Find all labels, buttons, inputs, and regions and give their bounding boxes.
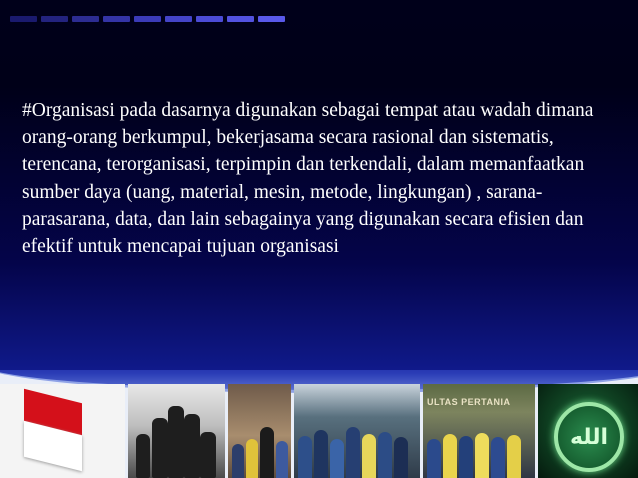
person-figure — [260, 427, 274, 478]
student-group-photo-1 — [228, 384, 291, 478]
person-figure — [298, 436, 312, 478]
person-figure — [443, 434, 457, 478]
student-group-photo-2 — [294, 384, 420, 478]
person-figure — [168, 406, 184, 478]
top-bar-segment — [41, 16, 68, 22]
person-figure — [427, 439, 441, 478]
person-figure — [459, 436, 473, 478]
person-figure — [314, 430, 328, 478]
slide-body-text: #Organisasi pada dasarnya digunakan sebagai tempat atau wadah dimana orang-orang berkumpul, bekerjasama secara rasional dan sistematis, terencana, terorganisasi, terpimpin dan terkendali, dalam memanfaatkan sumber daya (uang, material, mesin, metode, lingkungan) , sarana-parasarana, data, dan lain sebagainya yang digunakan secara efisien dan efektif untuk mencapai tujuan organisasi — [22, 100, 594, 258]
building-sign-text: ULTAS PERTANIA — [427, 397, 511, 407]
person-figure — [184, 414, 200, 478]
top-bar-segment — [196, 16, 223, 22]
photo-strip — [0, 370, 638, 478]
person-figure — [200, 432, 216, 478]
person-figure — [507, 435, 521, 478]
person-figure — [276, 441, 288, 478]
person-figure — [394, 437, 408, 478]
person-figure — [362, 434, 376, 478]
top-bar-segment — [103, 16, 130, 22]
person-figure — [330, 439, 344, 478]
top-bar-segment — [258, 16, 285, 22]
top-bar-segment — [10, 16, 37, 22]
indonesian-flag-photo — [0, 384, 125, 478]
people-group — [423, 422, 535, 478]
person-figure — [378, 432, 392, 478]
black-white-group-photo — [128, 384, 225, 478]
person-figure — [136, 434, 150, 478]
top-bar-segment — [165, 16, 192, 22]
people-group — [294, 422, 420, 478]
decorative-top-bars — [10, 16, 285, 22]
islamic-calligraphy-logo — [538, 384, 638, 478]
top-bar-segment — [72, 16, 99, 22]
calligraphy-emblem-icon: الله — [554, 402, 624, 472]
top-bar-segment — [227, 16, 254, 22]
person-figure — [246, 439, 258, 478]
person-figure — [232, 444, 244, 478]
person-figure — [346, 427, 360, 478]
person-figure — [152, 418, 168, 478]
student-group-photo-3 — [423, 384, 535, 478]
people-group — [228, 422, 291, 478]
person-figure — [475, 433, 489, 478]
person-figure — [491, 437, 505, 478]
top-bar-segment — [134, 16, 161, 22]
